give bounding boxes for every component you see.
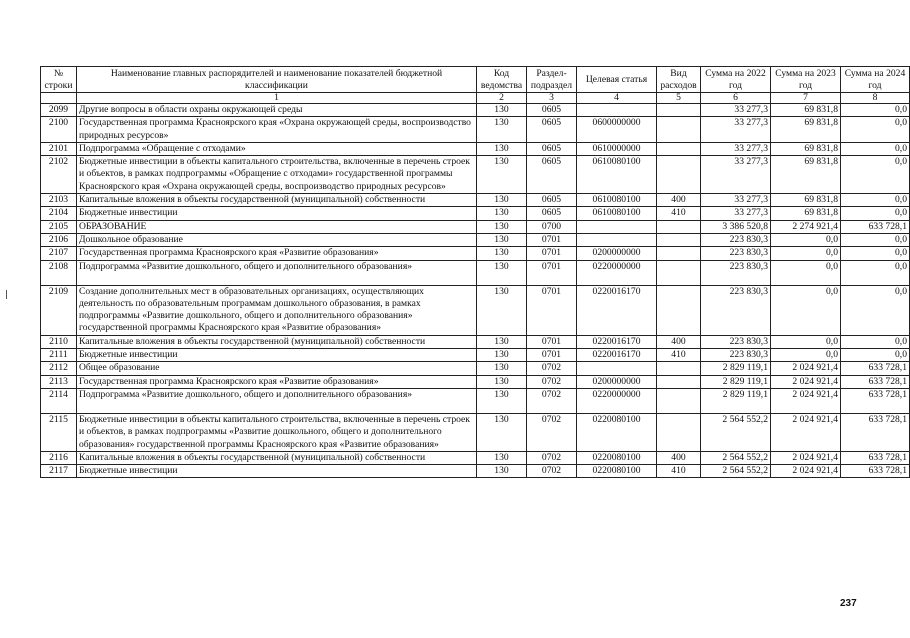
table-row [41, 335, 910, 348]
margin-mark [6, 290, 7, 299]
row-dept-code: 130 [477, 260, 527, 285]
row-target [577, 233, 657, 246]
row-exp-type [657, 260, 701, 285]
table-row [41, 220, 910, 233]
row-dept-code: 130 [477, 142, 527, 155]
row-number: 2112 [41, 362, 77, 375]
row-exp-type: 400 [657, 335, 701, 348]
row-name: Бюджетные инвестиции в объекты капитального строительства, включенные в перечень строек и объектов, в рамках подпрограммы «Развитие дошкольного, общего и дополнительного образования» государственной программы Красноярского края «Развитие образования» [77, 413, 477, 451]
table-row [41, 285, 910, 335]
row-exp-type [657, 104, 701, 117]
row-section: 0605 [527, 207, 577, 220]
row-exp-type [657, 233, 701, 246]
row-exp-type [657, 117, 701, 143]
row-sum-2022: 223 830,3 [701, 233, 771, 246]
row-sum-2023: 69 831,8 [771, 142, 841, 155]
row-sum-2024: 0,0 [841, 285, 910, 335]
row-exp-type [657, 285, 701, 335]
row-section: 0701 [527, 247, 577, 260]
row-sum-2024: 633 728,1 [841, 220, 910, 233]
row-target: 0220080100 [577, 413, 657, 451]
row-section: 0700 [527, 220, 577, 233]
row-section: 0702 [527, 413, 577, 451]
row-section: 0701 [527, 233, 577, 246]
row-number: 2102 [41, 156, 77, 194]
row-section: 0701 [527, 285, 577, 335]
row-number: 2111 [41, 349, 77, 362]
col-number [41, 93, 77, 104]
row-sum-2024: 0,0 [841, 260, 910, 285]
header-row [41, 67, 910, 93]
table-row [41, 104, 910, 117]
row-number: 2114 [41, 388, 77, 413]
row-section: 0605 [527, 104, 577, 117]
row-sum-2022: 33 277,3 [701, 194, 771, 207]
row-number: 2103 [41, 194, 77, 207]
row-name: Государственная программа Красноярского края «Развитие образования» [77, 375, 477, 388]
row-section: 0701 [527, 335, 577, 348]
header-dept-code: Код ведомства [477, 67, 527, 93]
row-sum-2024: 0,0 [841, 233, 910, 246]
row-dept-code: 130 [477, 451, 527, 464]
row-target: 0220080100 [577, 465, 657, 478]
table-row [41, 465, 910, 478]
header-sum-2024: Сумма на 2024 год [841, 67, 910, 93]
row-target: 0220000000 [577, 388, 657, 413]
table-row [41, 260, 910, 285]
row-sum-2022: 223 830,3 [701, 260, 771, 285]
row-target: 0600000000 [577, 117, 657, 143]
row-name: Бюджетные инвестиции [77, 207, 477, 220]
row-name: Государственная программа Красноярского края «Охрана окружающей среды, воспроизводство природных ресурсов» [77, 117, 477, 143]
row-dept-code: 130 [477, 413, 527, 451]
budget-table [40, 66, 910, 478]
row-sum-2023: 0,0 [771, 260, 841, 285]
row-sum-2024: 0,0 [841, 142, 910, 155]
row-sum-2024: 633 728,1 [841, 451, 910, 464]
row-name: Создание дополнительных мест в образовательных организациях, осуществляющих деятельность по образовательным программам дошкольного образования, в рамках подпрограммы «Развитие дошкольного, общего и дополнительного образования» государственной программы Красноярского края «Развитие образования» [77, 285, 477, 335]
header-section: Раздел-подраздел [527, 67, 577, 93]
row-name: Бюджетные инвестиции [77, 465, 477, 478]
row-dept-code: 130 [477, 285, 527, 335]
row-sum-2022: 2 564 552,2 [701, 413, 771, 451]
row-exp-type [657, 388, 701, 413]
row-sum-2022: 33 277,3 [701, 117, 771, 143]
row-number: 2110 [41, 335, 77, 348]
row-sum-2023: 0,0 [771, 247, 841, 260]
row-sum-2023: 2 274 921,4 [771, 220, 841, 233]
col-number: 1 [77, 93, 477, 104]
row-sum-2022: 33 277,3 [701, 142, 771, 155]
row-dept-code: 130 [477, 220, 527, 233]
row-sum-2023: 69 831,8 [771, 104, 841, 117]
column-number-row [41, 93, 910, 104]
row-section: 0702 [527, 388, 577, 413]
row-target [577, 220, 657, 233]
row-sum-2022: 223 830,3 [701, 285, 771, 335]
row-name: Капитальные вложения в объекты государственной (муниципальной) собственности [77, 194, 477, 207]
table-row [41, 233, 910, 246]
table-row [41, 247, 910, 260]
row-name: ОБРАЗОВАНИЕ [77, 220, 477, 233]
row-section: 0605 [527, 194, 577, 207]
table-row [41, 375, 910, 388]
header-name: Наименование главных распорядителей и наименование показателей бюджетной классификации [77, 67, 477, 93]
row-sum-2023: 0,0 [771, 335, 841, 348]
row-number: 2100 [41, 117, 77, 143]
table-row [41, 388, 910, 413]
row-sum-2023: 69 831,8 [771, 117, 841, 143]
row-section: 0605 [527, 117, 577, 143]
row-dept-code: 130 [477, 207, 527, 220]
row-sum-2024: 0,0 [841, 207, 910, 220]
row-sum-2024: 0,0 [841, 104, 910, 117]
row-target: 0610080100 [577, 207, 657, 220]
table-row [41, 117, 910, 143]
page-number: 237 [840, 598, 857, 609]
header-sum-2023: Сумма на 2023 год [771, 67, 841, 93]
col-number: 8 [841, 93, 910, 104]
row-sum-2022: 223 830,3 [701, 349, 771, 362]
row-name: Дошкольное образование [77, 233, 477, 246]
row-target: 0220016170 [577, 349, 657, 362]
row-sum-2022: 223 830,3 [701, 247, 771, 260]
table-row [41, 207, 910, 220]
col-number: 3 [527, 93, 577, 104]
header-sum-2022: Сумма на 2022 год [701, 67, 771, 93]
row-dept-code: 130 [477, 375, 527, 388]
header-exp-type: Вид расходов [657, 67, 701, 93]
row-sum-2024: 633 728,1 [841, 375, 910, 388]
row-sum-2023: 69 831,8 [771, 207, 841, 220]
table-row [41, 194, 910, 207]
row-dept-code: 130 [477, 362, 527, 375]
row-section: 0605 [527, 142, 577, 155]
row-sum-2024: 0,0 [841, 194, 910, 207]
row-dept-code: 130 [477, 335, 527, 348]
row-target: 0220016170 [577, 335, 657, 348]
row-sum-2023: 0,0 [771, 233, 841, 246]
row-sum-2022: 33 277,3 [701, 104, 771, 117]
row-name: Государственная программа Красноярского края «Развитие образования» [77, 247, 477, 260]
row-sum-2023: 69 831,8 [771, 156, 841, 194]
row-dept-code: 130 [477, 247, 527, 260]
row-sum-2022: 223 830,3 [701, 335, 771, 348]
row-section: 0702 [527, 465, 577, 478]
row-sum-2024: 633 728,1 [841, 465, 910, 478]
row-section: 0702 [527, 362, 577, 375]
col-number: 2 [477, 93, 527, 104]
row-exp-type [657, 362, 701, 375]
row-section: 0701 [527, 349, 577, 362]
row-sum-2024: 633 728,1 [841, 362, 910, 375]
row-number: 2116 [41, 451, 77, 464]
row-sum-2023: 2 024 921,4 [771, 465, 841, 478]
row-sum-2024: 0,0 [841, 349, 910, 362]
row-sum-2024: 633 728,1 [841, 388, 910, 413]
row-dept-code: 130 [477, 465, 527, 478]
row-sum-2023: 2 024 921,4 [771, 362, 841, 375]
row-sum-2023: 2 024 921,4 [771, 388, 841, 413]
row-sum-2024: 0,0 [841, 247, 910, 260]
row-target: 0220080100 [577, 451, 657, 464]
row-sum-2023: 2 024 921,4 [771, 451, 841, 464]
row-sum-2024: 633 728,1 [841, 413, 910, 451]
row-number: 2109 [41, 285, 77, 335]
row-dept-code: 130 [477, 104, 527, 117]
row-number: 2108 [41, 260, 77, 285]
table-row [41, 362, 910, 375]
row-target [577, 362, 657, 375]
row-exp-type: 400 [657, 451, 701, 464]
row-dept-code: 130 [477, 117, 527, 143]
row-sum-2022: 2 829 119,1 [701, 375, 771, 388]
col-number: 4 [577, 93, 657, 104]
table-row [41, 142, 910, 155]
row-exp-type [657, 142, 701, 155]
header-target: Целевая статья [577, 67, 657, 93]
row-sum-2022: 2 829 119,1 [701, 388, 771, 413]
row-number: 2105 [41, 220, 77, 233]
row-number: 2099 [41, 104, 77, 117]
row-sum-2023: 69 831,8 [771, 194, 841, 207]
row-number: 2101 [41, 142, 77, 155]
table-row [41, 413, 910, 451]
row-target: 0610000000 [577, 142, 657, 155]
col-number: 5 [657, 93, 701, 104]
row-exp-type [657, 247, 701, 260]
table-row [41, 156, 910, 194]
row-name: Подпрограмма «Развитие дошкольного, общего и дополнительного образования» [77, 260, 477, 285]
row-dept-code: 130 [477, 194, 527, 207]
row-section: 0701 [527, 260, 577, 285]
row-dept-code: 130 [477, 388, 527, 413]
row-number: 2107 [41, 247, 77, 260]
table-row [41, 349, 910, 362]
row-name: Общее образование [77, 362, 477, 375]
row-exp-type [657, 220, 701, 233]
row-target: 0200000000 [577, 247, 657, 260]
row-name: Бюджетные инвестиции в объекты капитального строительства, включенные в перечень строек и объектов, в рамках подпрограммы «Обращение с отходами» государственной программы Красноярского края «Охрана окружающей среды, воспроизводство природных ресурсов» [77, 156, 477, 194]
row-name: Подпрограмма «Обращение с отходами» [77, 142, 477, 155]
row-exp-type: 410 [657, 465, 701, 478]
row-sum-2024: 0,0 [841, 117, 910, 143]
row-sum-2024: 0,0 [841, 156, 910, 194]
row-number: 2104 [41, 207, 77, 220]
row-sum-2022: 2 829 119,1 [701, 362, 771, 375]
row-sum-2022: 33 277,3 [701, 207, 771, 220]
row-number: 2106 [41, 233, 77, 246]
row-name: Капитальные вложения в объекты государственной (муниципальной) собственности [77, 451, 477, 464]
row-sum-2023: 2 024 921,4 [771, 413, 841, 451]
row-number: 2117 [41, 465, 77, 478]
row-sum-2022: 3 386 520,8 [701, 220, 771, 233]
row-dept-code: 130 [477, 349, 527, 362]
header-row-no: № строки [41, 67, 77, 93]
row-target [577, 104, 657, 117]
row-target: 0220000000 [577, 260, 657, 285]
row-sum-2023: 0,0 [771, 285, 841, 335]
col-number: 7 [771, 93, 841, 104]
row-name: Бюджетные инвестиции [77, 349, 477, 362]
col-number: 6 [701, 93, 771, 104]
row-exp-type [657, 413, 701, 451]
table-row [41, 451, 910, 464]
row-sum-2023: 2 024 921,4 [771, 375, 841, 388]
row-target: 0220016170 [577, 285, 657, 335]
row-sum-2022: 2 564 552,2 [701, 465, 771, 478]
row-target: 0610080100 [577, 194, 657, 207]
row-sum-2022: 33 277,3 [701, 156, 771, 194]
row-section: 0702 [527, 451, 577, 464]
row-sum-2024: 0,0 [841, 335, 910, 348]
row-target: 0200000000 [577, 375, 657, 388]
row-exp-type: 410 [657, 349, 701, 362]
row-exp-type [657, 156, 701, 194]
row-section: 0605 [527, 156, 577, 194]
row-section: 0702 [527, 375, 577, 388]
row-sum-2022: 2 564 552,2 [701, 451, 771, 464]
row-dept-code: 130 [477, 156, 527, 194]
row-name: Другие вопросы в области охраны окружающей среды [77, 104, 477, 117]
row-sum-2023: 0,0 [771, 349, 841, 362]
row-exp-type [657, 375, 701, 388]
row-number: 2115 [41, 413, 77, 451]
row-name: Капитальные вложения в объекты государственной (муниципальной) собственности [77, 335, 477, 348]
row-dept-code: 130 [477, 233, 527, 246]
row-number: 2113 [41, 375, 77, 388]
row-exp-type: 400 [657, 194, 701, 207]
row-exp-type: 410 [657, 207, 701, 220]
row-name: Подпрограмма «Развитие дошкольного, общего и дополнительного образования» [77, 388, 477, 413]
row-target: 0610080100 [577, 156, 657, 194]
